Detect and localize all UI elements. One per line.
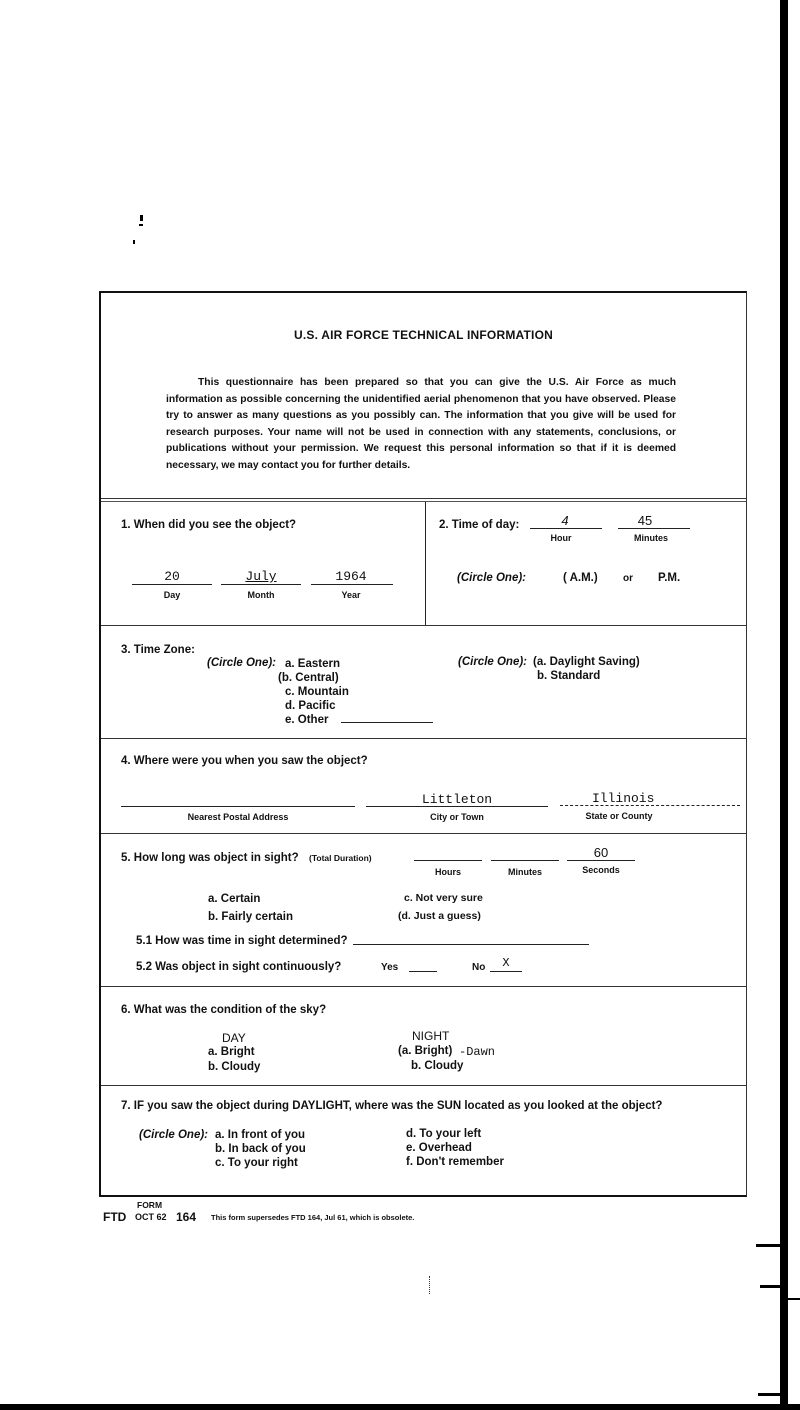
q6-day-heading: DAY <box>222 1031 246 1045</box>
q4-state-line <box>560 805 740 806</box>
q52-no-line <box>490 971 522 972</box>
q52-no-label: No <box>472 962 486 973</box>
divider <box>101 625 746 626</box>
q1-month-label: Month <box>247 590 275 600</box>
scan-speck <box>429 1276 431 1294</box>
q3-option-daylight-saving[interactable]: (a. Daylight Saving) <box>533 656 640 668</box>
q1-day-label: Day <box>163 590 181 600</box>
q7-option-dont-remember[interactable]: f. Don't remember <box>406 1156 504 1168</box>
q2-pm-option[interactable]: P.M. <box>658 572 681 584</box>
q6-night-option-cloudy[interactable]: b. Cloudy <box>411 1060 464 1072</box>
q2-minutes-label: Minutes <box>633 533 668 543</box>
q5-total-duration: (Total Duration) <box>309 853 372 863</box>
q1-year-value: 1964 <box>335 569 367 584</box>
q7-option-in-front[interactable]: a. In front of you <box>215 1129 306 1141</box>
q5-minutes-label: Minutes <box>507 867 542 877</box>
q7-option-right[interactable]: c. To your right <box>215 1157 298 1169</box>
q3-circle-one-left: (Circle One): <box>207 657 277 669</box>
q6-night-heading: NIGHT <box>412 1029 450 1043</box>
scan-tick <box>760 1285 780 1288</box>
q6-day-option-cloudy[interactable]: b. Cloudy <box>208 1061 261 1073</box>
divider <box>101 738 746 739</box>
q4-city-label: City or Town <box>430 812 484 822</box>
q4-address-line[interactable] <box>121 806 355 807</box>
q5-seconds-line <box>567 860 635 861</box>
q51-answer-line[interactable] <box>353 944 589 945</box>
q2-minutes-value: 45 <box>637 513 653 528</box>
q1-month-line <box>221 584 301 585</box>
scan-edge-bottom <box>0 1404 800 1410</box>
q4-city-line <box>366 806 548 807</box>
q52-yes-line[interactable] <box>409 971 437 972</box>
form-title: U.S. AIR FORCE TECHNICAL INFORMATION <box>294 328 553 342</box>
intro-paragraph: This questionnaire has been prepared so that you can give the U.S. Air Force as much information as possible concerning the unidentified aerial phenomenon that you have observed. Please try to answer as many questions as you possibly can. The information that you give will be used for research purposes. Your name will not be used in connection with any statements, conclusions, or publications without your permission. We request this personal information so that if it is deemed necessary, we may contact you for further details. <box>166 377 676 471</box>
q1-day-value: 20 <box>164 569 180 584</box>
q5-hours-line[interactable] <box>414 860 482 861</box>
divider <box>101 1085 746 1086</box>
scan-speck <box>140 215 143 221</box>
q5-question: 5. How long was object in sight? <box>121 852 299 864</box>
q6-night-note: -Dawn <box>459 1045 496 1059</box>
q1-year-line <box>311 584 393 585</box>
footer-form-number: 164 <box>176 1210 197 1224</box>
q2-am-option[interactable]: ( A.M.) <box>563 572 598 584</box>
q2-or: or <box>623 573 633 584</box>
q1-question: 1. When did you see the object? <box>121 519 297 531</box>
divider <box>101 986 746 987</box>
scan-tick <box>756 1244 780 1247</box>
q2-circle-one: (Circle One): <box>457 572 527 584</box>
q52-yes-label: Yes <box>381 962 399 973</box>
footer-date-code: OCT 62 <box>135 1212 167 1222</box>
footer-form-word: FORM <box>137 1200 163 1210</box>
column-divider <box>425 502 426 625</box>
q52-question: 5.2 Was object in sight continuously? <box>136 961 342 973</box>
q5-seconds-value: 60 <box>593 845 609 860</box>
scan-edge-right <box>780 0 788 1410</box>
scan-speck <box>133 240 135 244</box>
q5-option-certain[interactable]: a. Certain <box>208 893 261 905</box>
q6-question: 6. What was the condition of the sky? <box>121 1004 327 1016</box>
q3-circle-one-right: (Circle One): <box>458 656 528 668</box>
q2-minutes-line <box>618 528 690 529</box>
q5-option-not-very-sure[interactable]: c. Not very sure <box>404 892 483 904</box>
footer-supersedes: This form supersedes FTD 164, Jul 61, which is obsolete. <box>211 1213 415 1222</box>
q2-hour-label: Hour <box>550 533 572 543</box>
scan-tick <box>758 1393 780 1396</box>
q51-question: 5.1 How was time in sight determined? <box>136 935 348 947</box>
scan-speck <box>139 224 143 226</box>
q4-city-value: Littleton <box>421 792 493 807</box>
q5-hours-label: Hours <box>434 867 461 877</box>
divider <box>101 498 746 499</box>
q7-question: 7. IF you saw the object during DAYLIGHT, where was the SUN located as you looked at the object? <box>121 1100 663 1112</box>
q1-year-label: Year <box>341 590 361 600</box>
q2-hour-line <box>530 528 602 529</box>
q6-day-option-bright[interactable]: a. Bright <box>208 1046 255 1058</box>
scan-tick <box>788 1298 800 1300</box>
q3-other-line <box>341 722 433 723</box>
q3-option-pacific[interactable]: d. Pacific <box>285 700 336 712</box>
q4-state-value: Illinois <box>592 791 655 806</box>
q5-minutes-line[interactable] <box>491 860 559 861</box>
q4-address-label: Nearest Postal Address <box>187 812 289 822</box>
divider <box>101 501 746 502</box>
q1-day-line <box>132 584 212 585</box>
q3-option-mountain[interactable]: c. Mountain <box>285 686 349 698</box>
divider <box>101 833 746 834</box>
q3-option-standard[interactable]: b. Standard <box>537 670 601 682</box>
q7-option-overhead[interactable]: e. Overhead <box>406 1142 472 1154</box>
q7-option-in-back[interactable]: b. In back of you <box>215 1143 306 1155</box>
q7-circle-one: (Circle One): <box>139 1129 209 1141</box>
q2-question: 2. Time of day: <box>439 519 520 531</box>
q3-question: 3. Time Zone: <box>121 644 195 656</box>
q2-hour-value: 4 <box>561 513 569 528</box>
q4-state-label: State or County <box>585 811 653 821</box>
footer-ftd: FTD <box>103 1210 127 1224</box>
q1-month-value: July <box>245 569 277 584</box>
q3-option-other[interactable]: e. Other <box>285 714 329 726</box>
q5-option-just-a-guess[interactable]: (d. Just a guess) <box>398 910 481 922</box>
q7-option-left[interactable]: d. To your left <box>406 1128 482 1140</box>
q3-option-eastern[interactable]: a. Eastern <box>285 658 340 670</box>
q4-question: 4. Where were you when you saw the object? <box>121 755 368 767</box>
q5-seconds-label: Seconds <box>582 865 620 875</box>
q5-option-fairly-certain[interactable]: b. Fairly certain <box>208 911 294 923</box>
q3-option-central[interactable]: (b. Central) <box>278 672 339 684</box>
q6-night-option-bright[interactable]: (a. Bright) <box>398 1045 453 1057</box>
q52-no-value: X <box>502 956 510 970</box>
